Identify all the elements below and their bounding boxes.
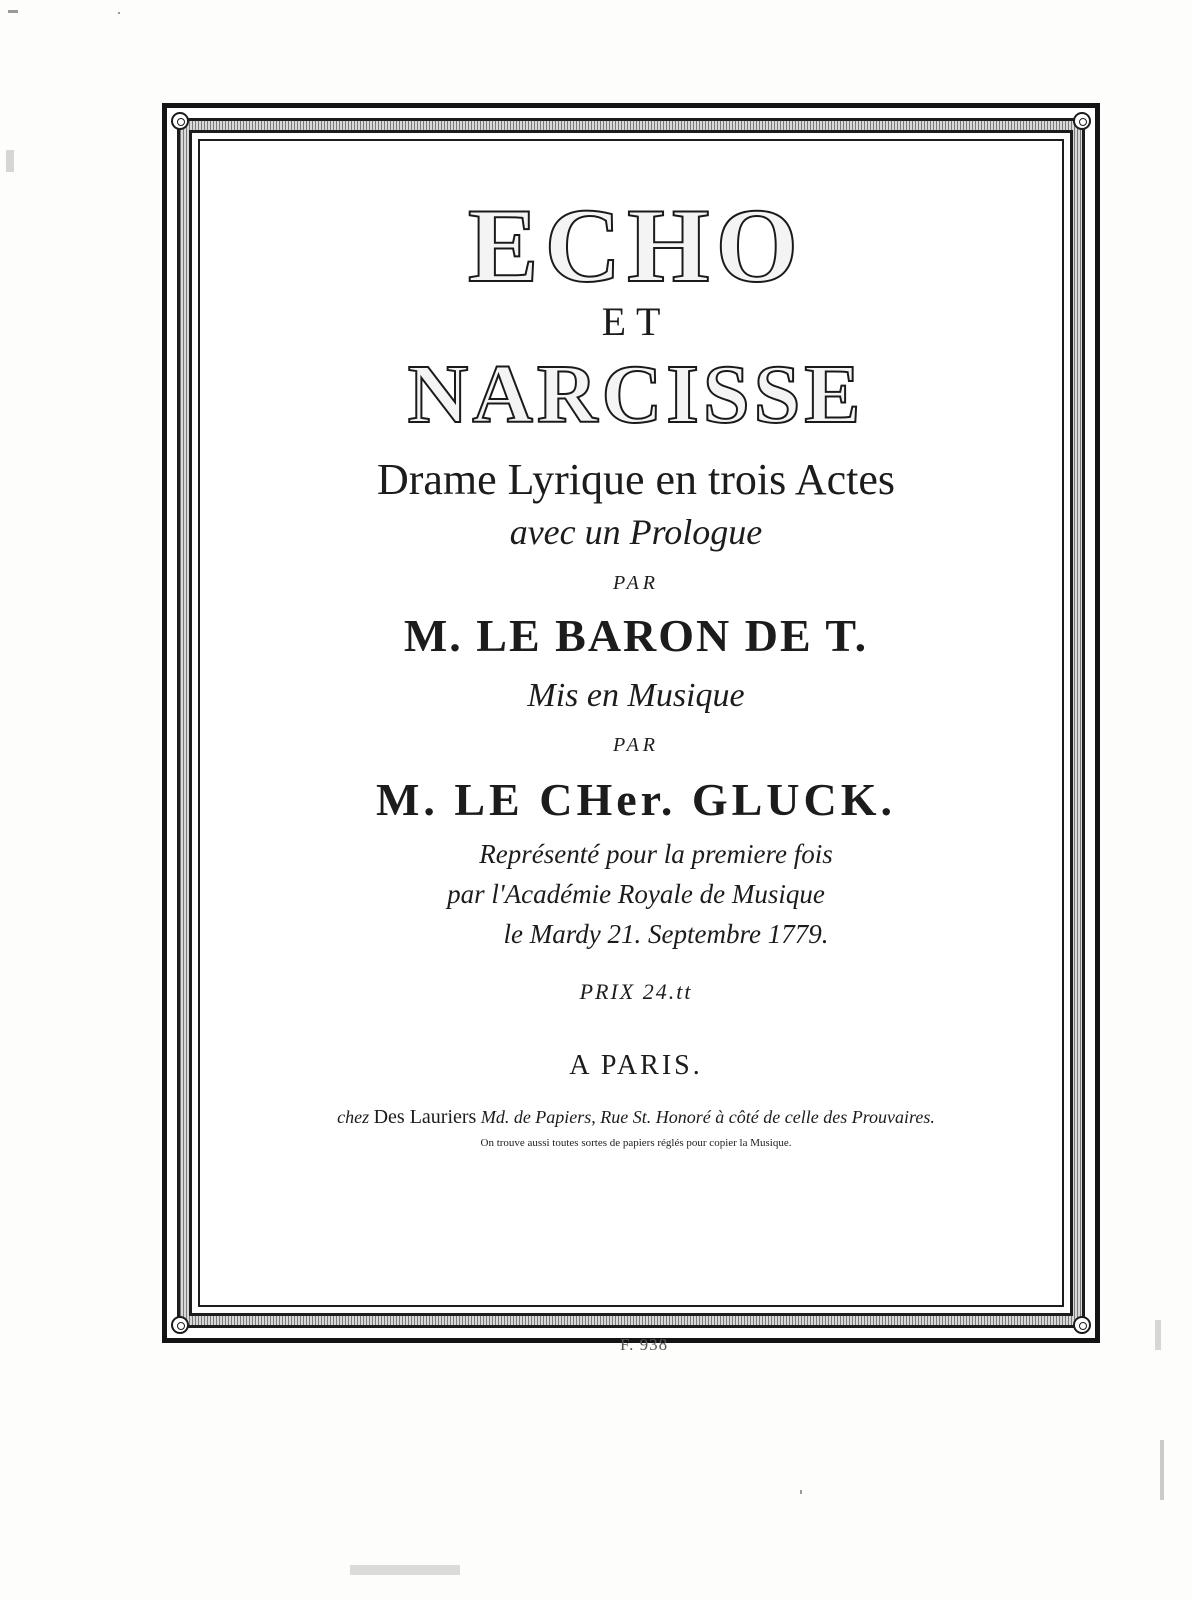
performance-line-3: le Mardy 21. Septembre 1779.: [503, 919, 829, 949]
scan-speck: [6, 150, 14, 172]
par-label-2: PAR: [612, 734, 660, 756]
scan-speck: [8, 10, 18, 13]
corner-rosette-icon: [171, 1316, 189, 1334]
prologue-line: avec un Prologue: [509, 512, 763, 552]
performance-line-2: par l'Académie Royale de Musique: [447, 879, 825, 909]
genre-line: Drame Lyrique en trois Actes: [376, 455, 896, 504]
scan-speck: [1160, 1440, 1164, 1500]
scan-speck: [118, 12, 120, 14]
title-echo: ECHO: [467, 187, 805, 304]
imprint-publisher: Des Lauriers: [373, 1106, 477, 1128]
title-narcisse: NARCISSE: [407, 348, 865, 441]
title-page-text: [225, 187, 1047, 1154]
price: PRIX 24.tt: [579, 979, 693, 1004]
scan-speck: [1155, 1320, 1161, 1350]
librettist-name: M. LE BARON DE T.: [403, 610, 869, 661]
imprint-chez: chez: [337, 1107, 370, 1127]
mis-en-musique-line: Mis en Musique: [527, 677, 745, 714]
scan-speck: [800, 1490, 802, 1494]
composer-name: M. LE CHer. GLUCK.: [375, 774, 897, 825]
corner-rosette-icon: [1073, 1316, 1091, 1334]
par-label-1: PAR: [612, 572, 660, 594]
imprint-city: A PARIS.: [569, 1050, 703, 1081]
title-et: ET: [601, 299, 671, 344]
performance-line-1: Représenté pour la premiere fois: [479, 839, 833, 869]
scan-speck: [350, 1565, 460, 1575]
corner-rosette-icon: [171, 112, 189, 130]
shelfmark-stamp: F. 938: [620, 1335, 669, 1354]
imprint-note: On trouve aussi toutes sortes de papiers réglés pour copier la Musique.: [480, 1137, 792, 1149]
corner-rosette-icon: [1073, 112, 1091, 130]
imprint-publisher-line: [225, 1104, 1047, 1130]
ornamental-border: [162, 103, 1100, 1343]
imprint-address: Md. de Papiers, Rue St. Honoré à côté de celle des Prouvaires.: [480, 1107, 935, 1127]
